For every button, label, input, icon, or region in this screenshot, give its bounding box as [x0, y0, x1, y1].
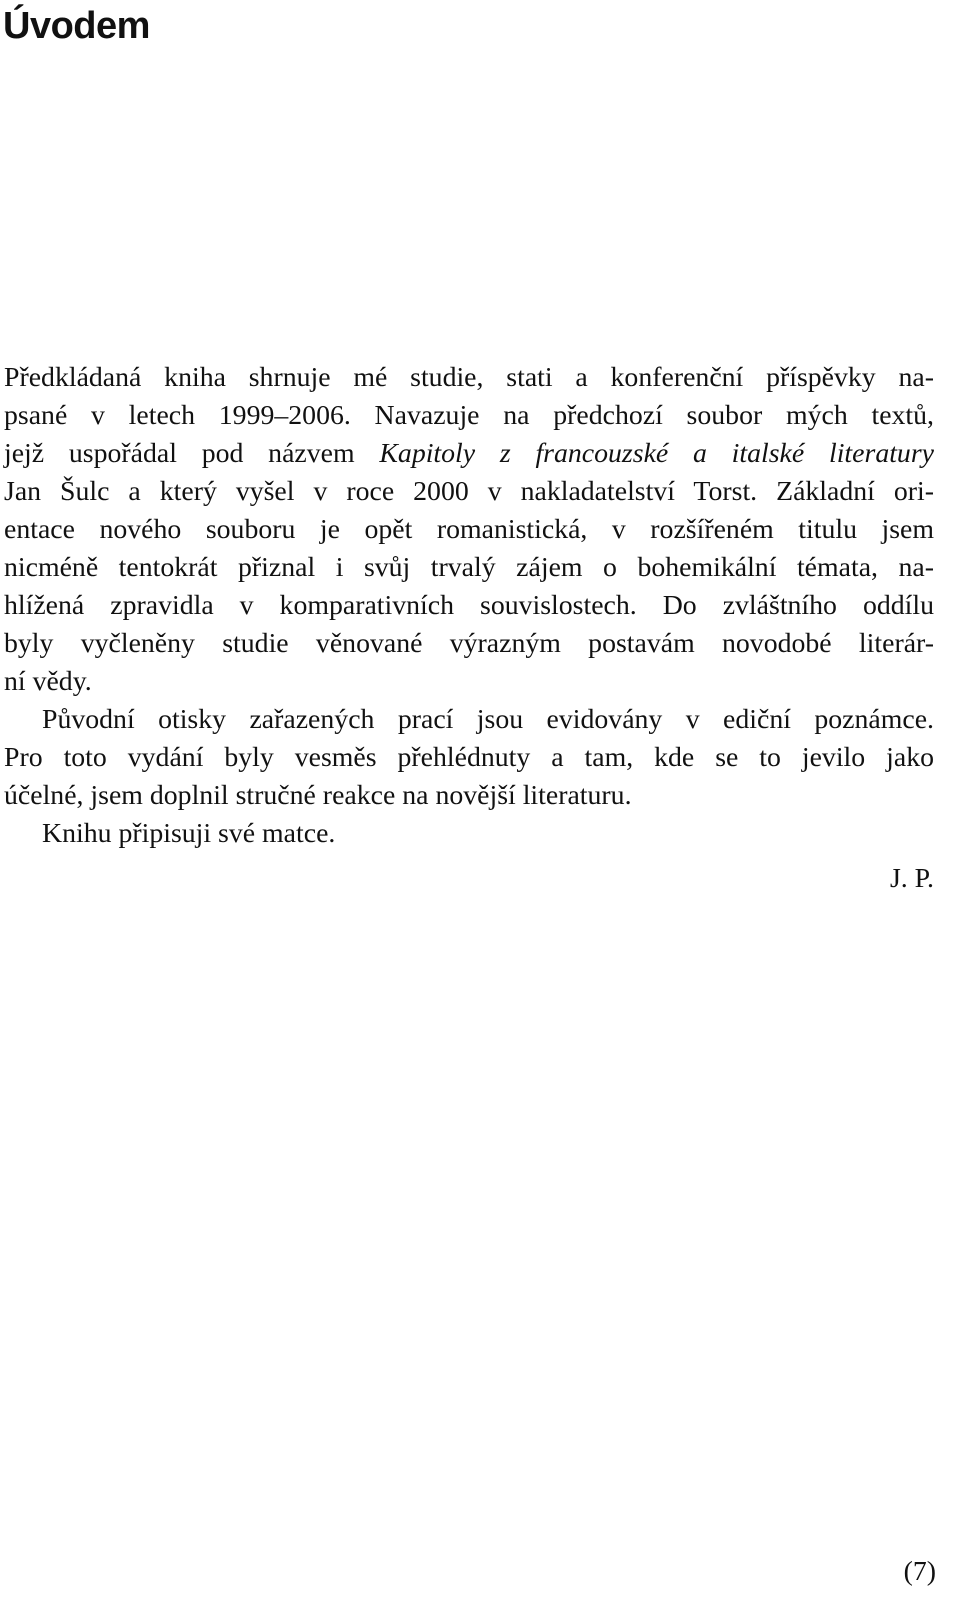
paragraph-2-line-3: účelné, jsem doplnil stručné reakce na novější literaturu. — [4, 780, 632, 811]
paragraph-1-line-3-text: jejž uspořádal pod názvem — [4, 438, 380, 469]
paragraph-1-line-9: ní vědy. — [4, 666, 92, 697]
paragraph-1-line-3 — [4, 435, 934, 473]
paragraph-1-line-5: entace nového souboru je opět romanistická, v rozšířeném titulu jsem — [4, 514, 934, 545]
paragraph-1-line-2: psané v letech 1999–2006. Navazuje na předchozí soubor mých textů, — [4, 400, 934, 431]
book-title-italic: Kapitoly z francouzské a italské literatury — [379, 438, 934, 469]
paragraph-1-line-1: Předkládaná kniha shrnuje mé studie, stati a konferenční příspěvky na- — [4, 362, 934, 393]
paragraph-1-line-6: nicméně tentokrát přiznal i svůj trvalý zájem o bohemikální témata, na- — [4, 552, 934, 583]
paragraph-2-line-1: Původní otisky zařazených prací jsou evidovány v ediční poznámce. — [42, 704, 934, 735]
signature: J. P. — [889, 863, 934, 894]
paragraph-1-line-8: byly vyčleněny studie věnované výrazným postavám novodobé literár- — [4, 628, 934, 659]
paragraph-1-line-4: Jan Šulc a který vyšel v roce 2000 v nakladatelství Torst. Základní ori- — [4, 476, 934, 507]
paragraph-3-line-1: Knihu připisuji své matce. — [42, 818, 336, 849]
page-number: (7) — [903, 1556, 936, 1587]
page-title: Úvodem — [3, 5, 150, 47]
paragraph-1-line-7: hlížená zpravidla v komparativních souvislostech. Do zvláštního oddílu — [4, 590, 934, 621]
paragraph-2-line-2: Pro toto vydání byly vesměs přehlédnuty a tam, kde se to jevilo jako — [4, 742, 934, 773]
